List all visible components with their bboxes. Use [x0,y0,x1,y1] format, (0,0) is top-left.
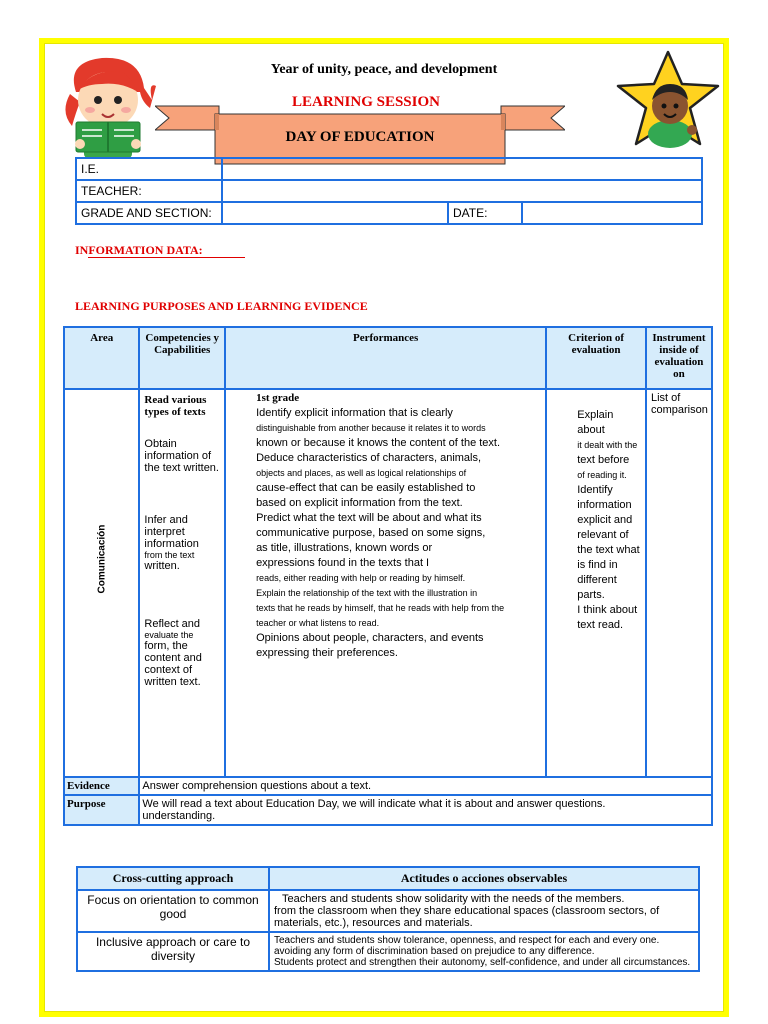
performance-item-5: Opinions about people, characters, and events expressing their preferences. [256,632,484,659]
performance-item-4: Explain the relationship of the text with the illustration in texts that he reads by himself, that he reads with help from the teacher or what listens to read. [256,588,505,628]
header-info-table [75,157,703,225]
criterion-item-3: I think about text read. [577,604,638,631]
grade-field[interactable] [222,202,448,224]
criterion-item-1: Explain about it dealt with the text before of reading it. [577,409,638,480]
approach-diversity: Inclusive approach or care to diversity [77,932,269,971]
instrument-cell [646,389,712,777]
criterion-list [577,408,643,633]
teacher-field[interactable] [222,180,702,202]
grade-label: 1st grade [256,392,300,404]
area-cell [64,389,139,777]
column-header-criterion: Criterion of evaluation [546,327,646,389]
grade-label: GRADE AND SECTION: [76,202,222,224]
ie-field[interactable] [222,158,702,180]
purpose-text: We will read a text about Education Day, we will indicate what it is about and answer questions. understanding. [139,795,712,825]
date-label: DATE: [448,202,522,224]
capability-reflect: Reflect and evaluate the form, the content and context of written text. [144,618,202,688]
page-title: DAY OF EDUCATION [285,128,435,145]
approach-common-good: Focus on orientation to common good [77,890,269,932]
capability-obtain: Obtain information of the text written. [144,438,219,474]
learning-purposes-heading: LEARNING PURPOSES AND LEARNING EVIDENCE [75,299,368,313]
teacher-label: TEACHER: [76,180,222,202]
criterion-item-2: Identify information explicit and relevant of the text what is find in different parts. [577,484,640,601]
date-field[interactable] [522,202,702,224]
actions-common-good: Teachers and students show solidarity with the needs of the members. from the classroom when they share educational spaces (classroom sectors, of materials, etc.), resources and materials. [269,890,699,932]
cross-cutting-table [76,866,700,972]
column-header-competencies: Competencies y Capabilities [139,327,225,389]
column-header-actions: Actitudes o acciones observables [269,867,699,890]
performance-list [256,406,543,661]
criterion-cell [546,389,646,777]
column-header-area: Area [64,327,139,389]
area-label: Comunicación [96,524,108,593]
instrument-text: List of comparison [650,392,708,416]
session-label: LEARNING SESSION [292,94,440,110]
competencies-cell [139,389,225,777]
actions-diversity: Teachers and students show tolerance, openness, and respect for each and every one. avoiding any form of discrimination based on prejudice to any difference. Students protect and strengthen their autonomy, self-confidence, and under all circumstances. [269,932,699,971]
performance-item-3: Predict what the text will be about and what its communicative purpose, based on some signs, as title, illustrations, known words or expressions found in the texts that I reads, either reading with help or reading by himself. [256,512,486,583]
purpose-label: Purpose [64,795,139,825]
column-header-performances: Performances [225,327,546,389]
evidence-label: Evidence [64,777,139,795]
ie-label: I.E. [76,158,222,180]
capability-infer: Infer and interpret information from the text written. [144,514,199,572]
competency-title: Read various types of texts [144,394,207,418]
evidence-text: Answer comprehension questions about a text. [139,777,712,795]
column-header-approach: Cross-cutting approach [77,867,269,890]
learning-table [63,326,713,826]
year-motto: Year of unity, peace, and development [270,62,498,77]
performances-cell [225,389,546,777]
column-header-instrument: Instrument inside of evaluation on [646,327,712,389]
performance-item-2: Deduce characteristics of characters, animals, objects and places, as well as logical relationships of cause-effect that can be easily established to based on explicit information from the text. [256,452,482,509]
performance-item-1: Identify explicit information that is clearly distinguishable from another because it relates it to words known or because it knows the content of the text. [256,407,501,449]
information-data-heading: INFORMATION DATA: [75,243,245,258]
